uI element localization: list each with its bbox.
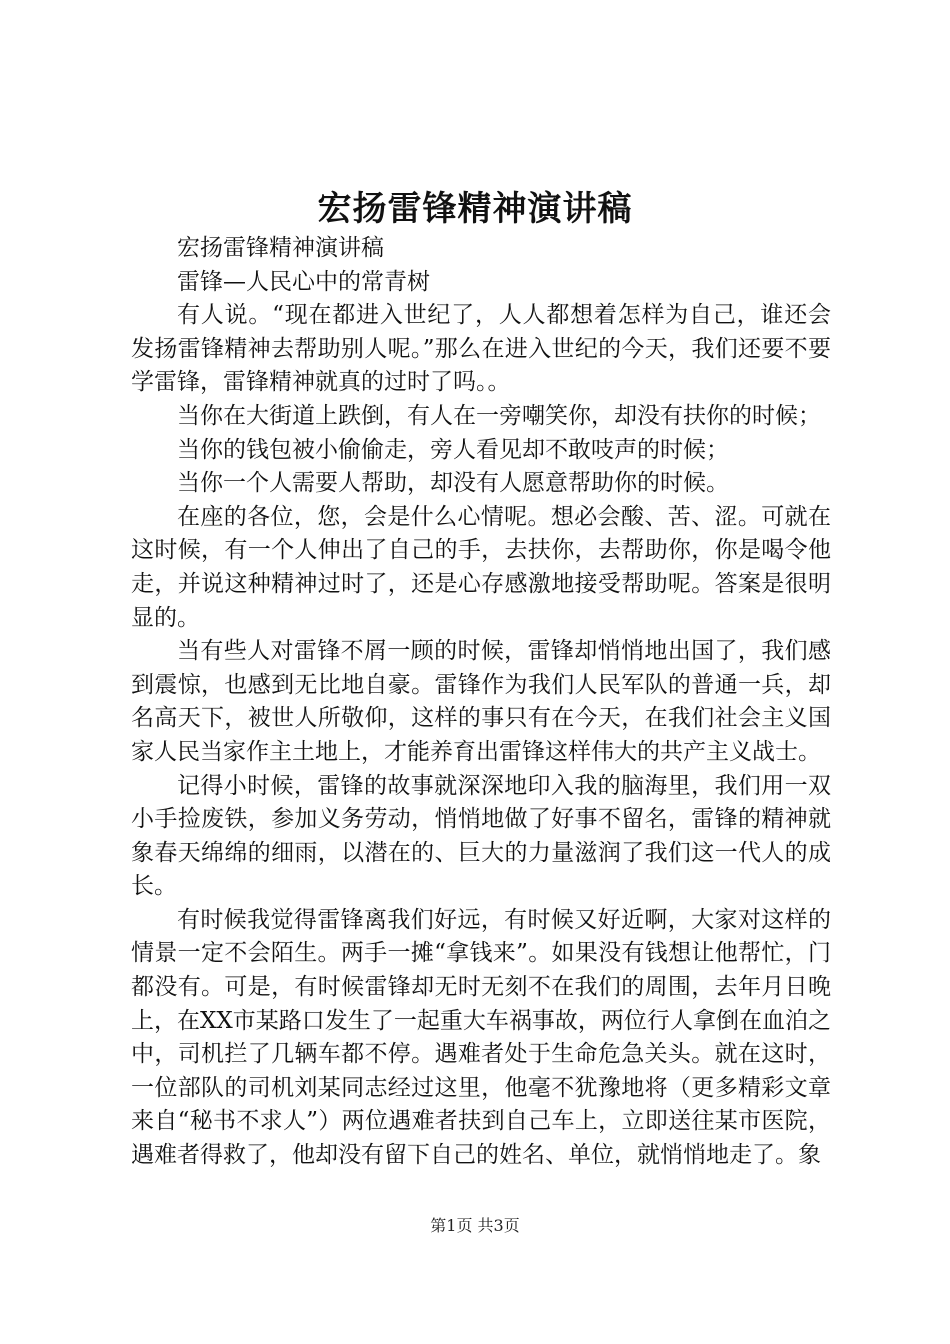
paragraph: 当有些人对雷锋不屑一顾的时候，雷锋却悄悄地出国了，我们感到震惊，也感到无比地自豪。雷锋作为我们人民军队的普通一兵，却名高天下，被世人所敬仰，这样的事只有在今天，在我们社会主义国家人民当家作主土地上，才能养育出雷锋这样伟大的共产主义战士。: [131, 638, 831, 765]
document-title: 宏扬雷锋精神演讲稿: [317, 189, 633, 229]
document-body: [131, 232, 831, 1173]
paragraph: 当你一个人需要人帮助，却没有人愿意帮助你的时候。: [177, 470, 729, 497]
paragraph: 有时候我觉得雷锋离我们好远，有时候又好近啊，大家对这样的情景一定不会陌生。两手一摊“拿钱来”。如果没有钱想让他帮忙，门都没有。可是，有时候雷锋却无时无刻不在我们的周围，去年月日晚上，在XX市某路口发生了一起重大车祸事故，两位行人拿倒在血泊之中，司机拦了几辆车都不停。遇难者处于生命危急关头。就在这时，一位部队的司机刘某同志经过这里，他毫不犹豫地将（更多精彩文章来自“秘书不求人”）两位遇难者扶到自己车上，立即送往某市医院，遇难者得救了，他却没有留下自己的姓名、单位，就悄悄地走了。象: [131, 906, 831, 1169]
paragraph: 在座的各位，您，会是什么心情呢。想必会酸、苦、涩。可就在这时候，有一个人伸出了自己的手，去扶你，去帮助你，你是喝令他走，并说这种精神过时了，还是心存感激地接受帮助呢。答案是很明显的。: [131, 503, 831, 631]
paragraph: 记得小时候，雷锋的故事就深深地印入我的脑海里，我们用一双小手捡废铁，参加义务劳动，悄悄地做了好事不留名，雷锋的精神就象春天绵绵的细雨，以潜在的、巨大的力量滋润了我们这一代人的成长。: [131, 772, 831, 900]
paragraph: 当你在大街道上跌倒，有人在一旁嘲笑你，却没有扶你的时候；: [177, 402, 821, 429]
paragraph: 宏扬雷锋精神演讲稿: [177, 235, 384, 261]
paragraph: 雷锋—人民心中的常青树: [177, 268, 430, 295]
paragraph: 当你的钱包被小偷偷走，旁人看见却不敢吱声的时候；: [177, 436, 729, 463]
paragraph: 有人说。“现在都进入世纪了，人人都想着怎样为自己，谁还会发扬雷锋精神去帮助别人呢。”那么在进入世纪的今天，我们还要不要学雷锋，雷锋精神就真的过时了吗。。: [131, 302, 831, 396]
page-number-footer: 第1页 共3页: [430, 1216, 520, 1235]
